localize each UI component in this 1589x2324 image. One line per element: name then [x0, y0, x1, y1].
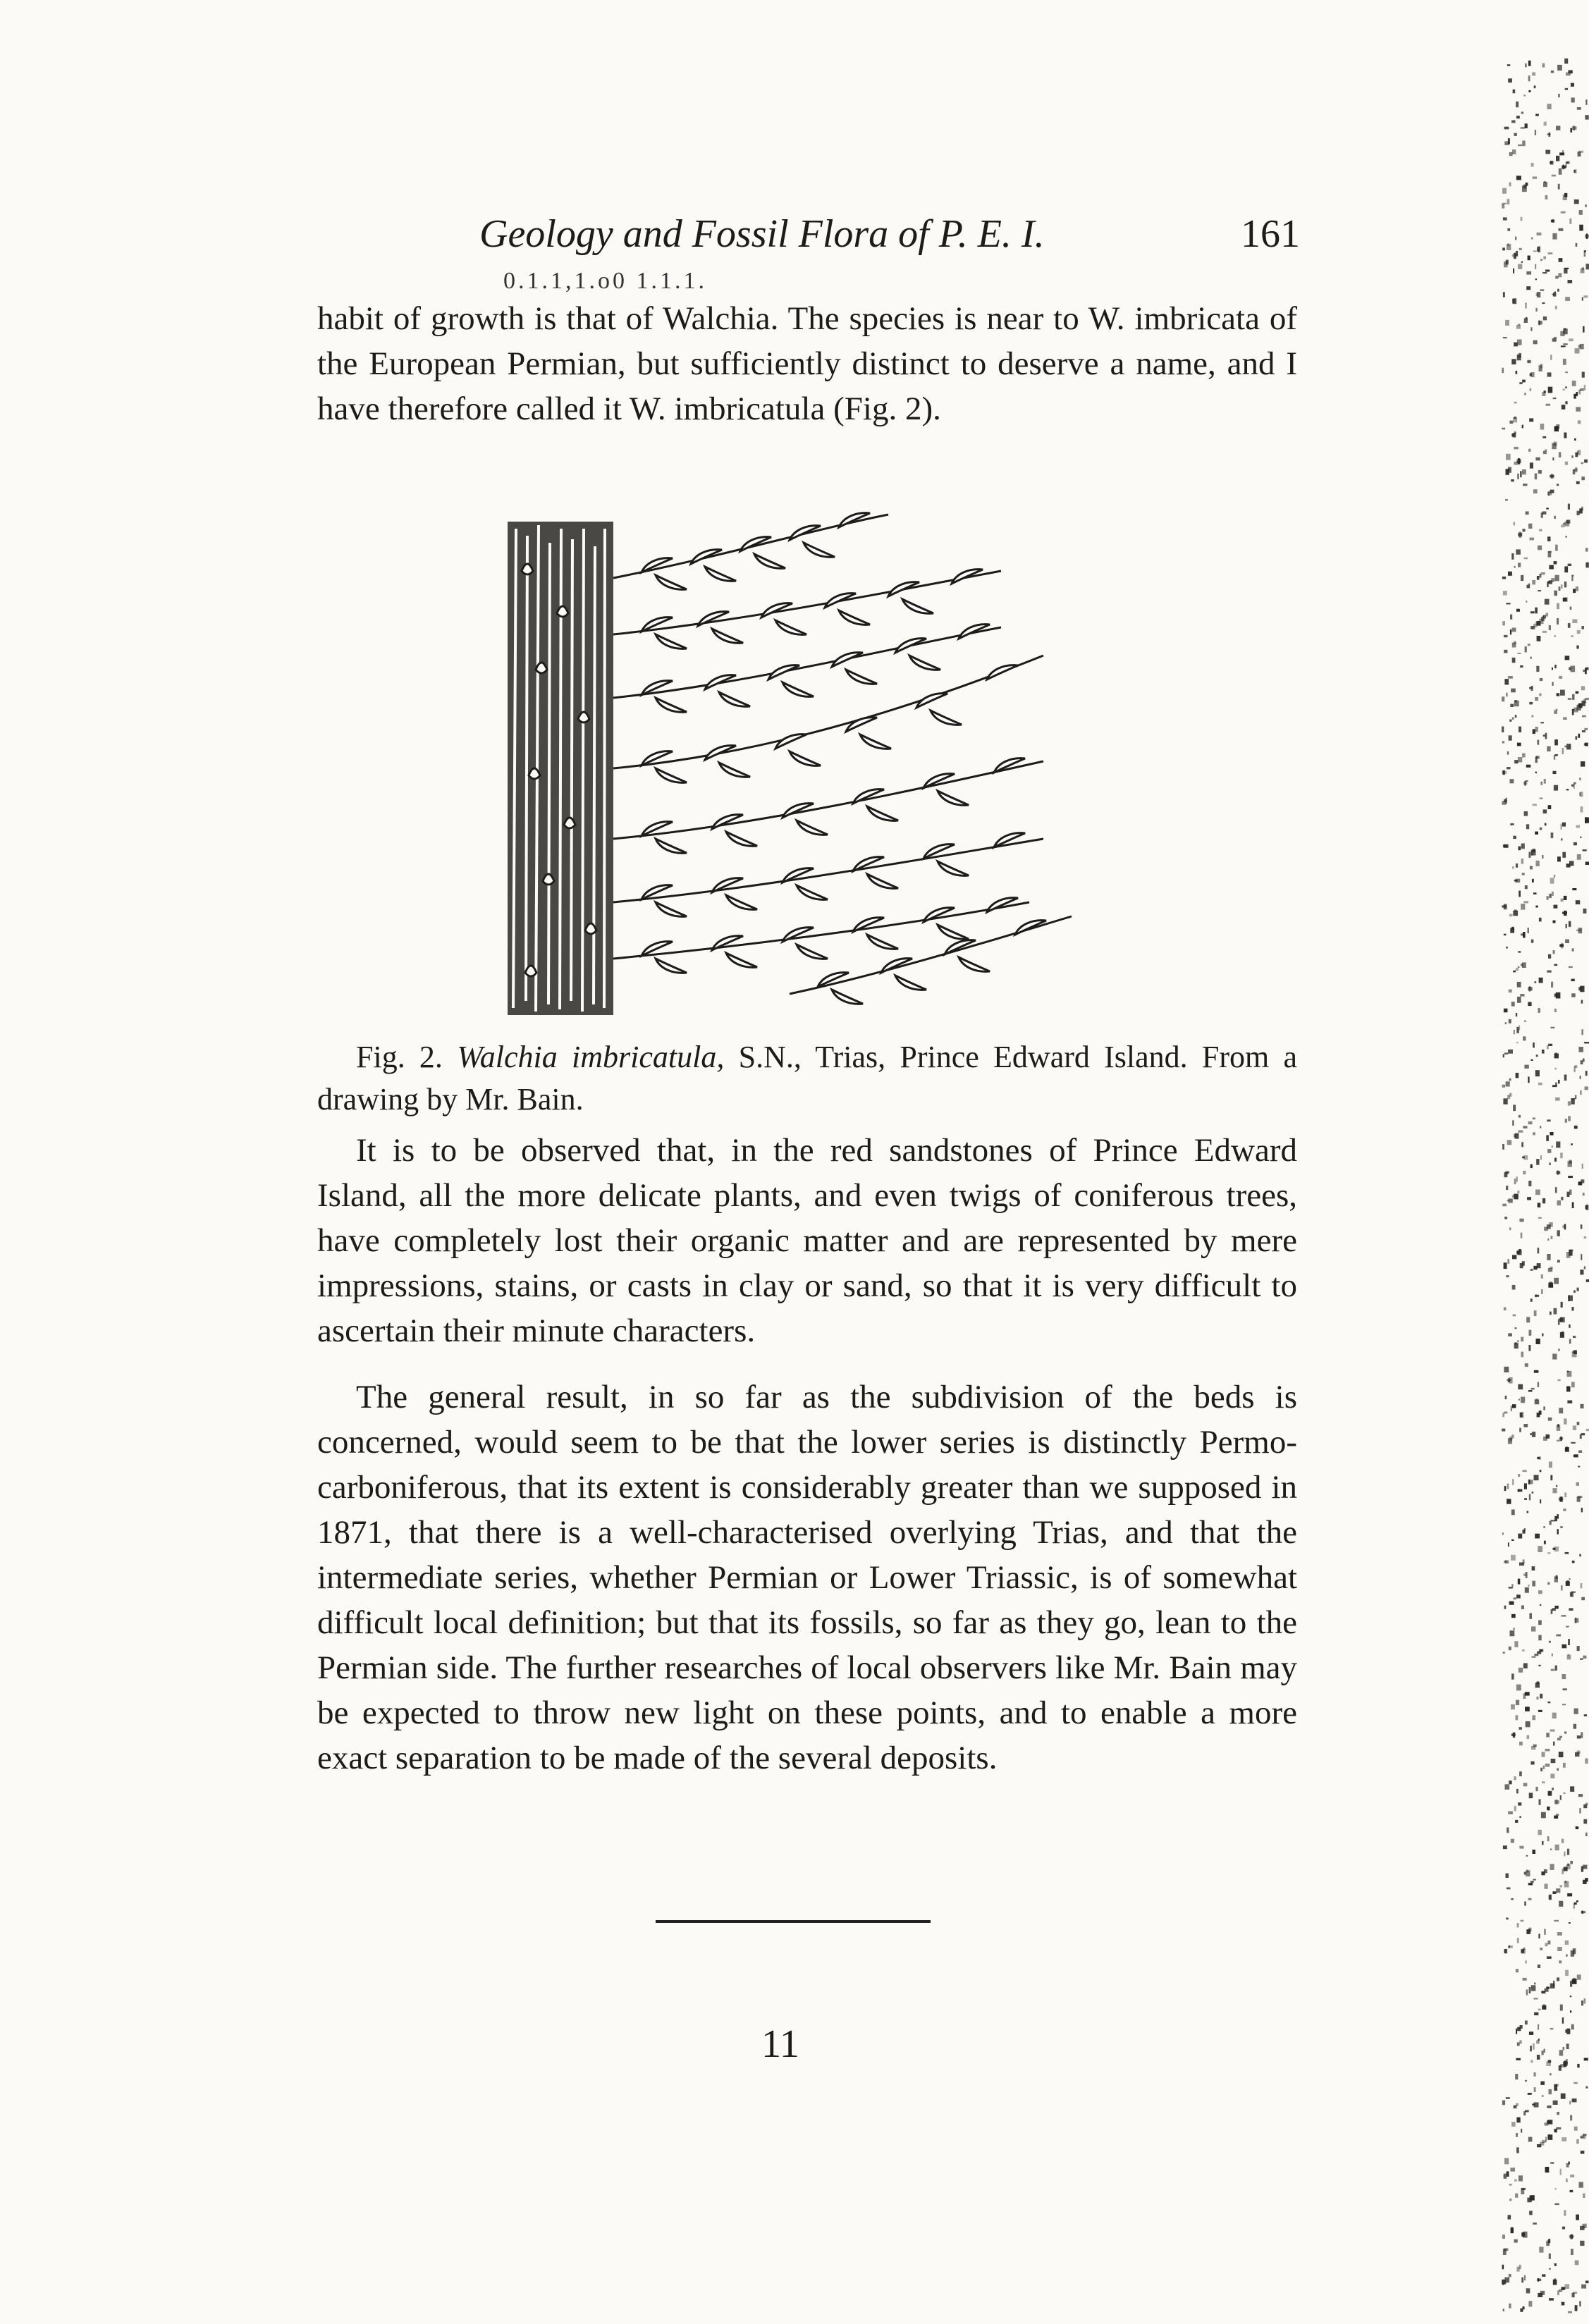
walchia-illustration: [493, 508, 1128, 1043]
paragraph-observation: [317, 1128, 1297, 1353]
signature-mark: 11: [761, 2022, 799, 2066]
figure-caption: [317, 1036, 1297, 1121]
stray-marks: 0.1.1,1.o0 1.1.1.: [503, 268, 707, 294]
stem: [508, 522, 613, 1015]
scanned-edge-speckle: [1495, 56, 1589, 2319]
caption-label: Fig. 2.: [356, 1040, 443, 1074]
running-header: [310, 206, 1300, 262]
paragraph-text: habit of growth is that of Walchia. The species is near to W. imbricata of the European Permian, but sufficiently distinct to deserve a name, and I have therefore called it W. imbricatula (Fig. 2).: [317, 300, 1297, 427]
paragraph-text: It is to be observed that, in the red sandstones of Prince Edward Island, all the more delicate plants, and even twigs of coniferous trees, have completely lost their organic matter and are represented by mere impressions, stains, or casts in clay or sand, so that it is very difficult to ascertain their minute characters.: [317, 1132, 1297, 1349]
caption-species: Walchia imbricatula,: [457, 1040, 725, 1074]
caption-text: S.N., Trias, Prince Edward Island. From a drawing by Mr. Bain.: [317, 1040, 1298, 1117]
paragraph-text: The general result, in so far as the subdivision of the beds is concerned, would seem to be that the lower series is distinctly Permo-carboniferous, that its extent is considerably greater than we supposed in 1871, that there is a well-characterised overlying Trias, and that the intermediate series, whether Permian or Lower Triassic, is of somewhat difficult local definition; but that its fossils, so far as they go, lean to the Permian side. The further researches of local observers like Mr. Bain may be expected to throw new light on these points, and to enable a more exact separation to be made of the several deposits.: [317, 1379, 1297, 1776]
section-rule: [656, 1920, 931, 1923]
page-number: 161: [1241, 212, 1300, 256]
leaves: [642, 513, 1046, 1004]
walchia-drawing: [493, 508, 1128, 1043]
paragraph-general-result: [317, 1375, 1297, 1781]
paragraph-continued: [317, 296, 1297, 431]
running-title: Geology and Fossil Flora of P. E. I.: [479, 212, 1045, 256]
